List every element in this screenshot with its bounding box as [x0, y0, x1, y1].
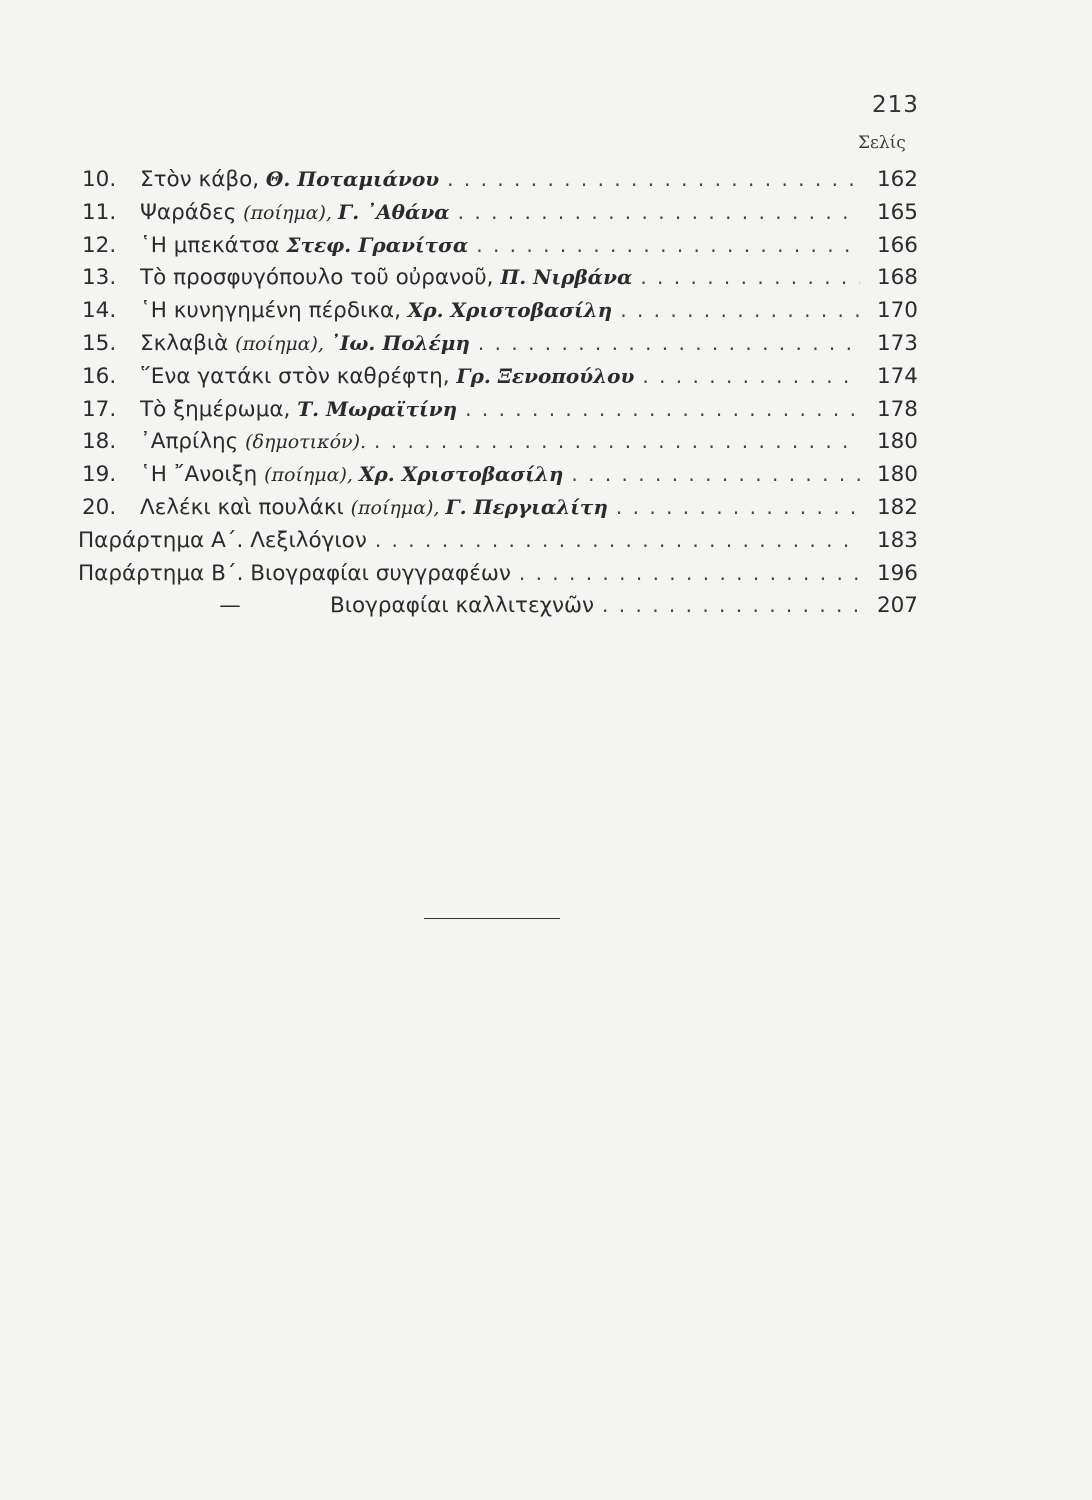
leader-dots: [616, 495, 860, 519]
entry-title-text: Στὸν κάβο,: [140, 167, 266, 192]
leader-dots: [476, 233, 860, 257]
entry-title-text: Λελέκι καὶ πουλάκι: [140, 494, 351, 520]
entry-author: Θ. Ποταμιάνου: [265, 167, 440, 191]
entry-author: Γ. Περγιαλίτη: [445, 494, 608, 519]
leader-dots: [640, 265, 860, 289]
entry-genre: (ποίημα),: [235, 332, 330, 355]
entry-title-text: ῾Η ῎Ανοιξη: [140, 462, 265, 488]
appendix-page: 196: [876, 560, 918, 586]
entry-page: 173: [876, 330, 918, 356]
entry-genre: (ποίημα),: [350, 496, 446, 519]
entry-author: Γρ. Ξενοπούλου: [456, 363, 635, 388]
entry-title: [140, 364, 634, 389]
entry-page: 174: [876, 363, 918, 389]
entry-page: 182: [876, 494, 918, 520]
entry-genre: (ποίημα),: [264, 464, 359, 487]
entry-author: Γ. ᾿Αθάνα: [338, 199, 450, 224]
entry-author: ᾿Ιω. Πολέμη: [330, 330, 470, 355]
entry-number: 20.: [82, 494, 117, 520]
leader-dots: [447, 167, 860, 191]
entry-page: 168: [876, 265, 918, 291]
toc-entry: [78, 265, 918, 298]
entry-title: [140, 265, 632, 290]
entry-title: [140, 331, 470, 356]
page-number: 213: [872, 92, 919, 118]
entry-title: [140, 298, 612, 323]
appendix-title: Παράρτημα Α΄. Λεξιλόγιον: [78, 527, 367, 553]
leader-dots: [519, 561, 860, 585]
entry-title: [140, 429, 366, 454]
toc-entry: [78, 167, 918, 200]
leader-dots: [375, 528, 860, 552]
leader-dots: [478, 331, 860, 355]
entry-title: [140, 167, 439, 192]
entry-number: 13.: [82, 265, 117, 291]
end-rule: [424, 918, 560, 919]
entry-author: Στεφ. Γρανίτσα: [286, 232, 469, 257]
leader-dots: [602, 593, 860, 617]
leader-dots: [620, 298, 860, 322]
toc-appendix-entry: [78, 593, 918, 626]
appendix-title: Παράρτημα Β΄. Βιογραφίαι συγγραφέων: [78, 560, 511, 586]
toc-entry: [78, 298, 918, 331]
ditto-dash: —: [219, 593, 241, 619]
entry-title: [140, 233, 468, 258]
toc-entry: [78, 495, 918, 528]
appendix-page: 207: [876, 593, 918, 619]
entry-title: [140, 200, 450, 225]
entry-number: 18.: [82, 429, 117, 455]
entry-title-text: ῞Ενα γατάκι στὸν καθρέφτη,: [140, 363, 457, 389]
entry-number: 15.: [82, 330, 117, 356]
leader-dots: [458, 200, 860, 224]
entry-author: Π. Νιρβάνα: [500, 265, 633, 290]
toc-entry: [78, 364, 918, 397]
toc-appendix-entry: [78, 561, 918, 594]
entry-page: 165: [876, 199, 918, 225]
table-of-contents: [78, 167, 918, 626]
entry-page: 170: [876, 298, 918, 324]
entry-number: 16.: [82, 363, 117, 389]
entry-title: [140, 397, 457, 422]
entry-page: 178: [876, 396, 918, 422]
entry-number: 11.: [82, 199, 117, 225]
leader-dots: [465, 397, 860, 421]
toc-entry: [78, 233, 918, 266]
entry-title-text: ῾Η μπεκάτσα: [140, 232, 287, 258]
entry-page: 162: [876, 167, 918, 192]
entry-number: 14.: [82, 298, 117, 324]
entry-page: 166: [876, 232, 918, 258]
leader-dots: [571, 462, 860, 486]
appendix-title: Βιογραφίαι καλλιτεχνῶν: [330, 593, 595, 619]
toc-entry: [78, 397, 918, 430]
entry-title-text: Σκλαβιὰ: [140, 330, 236, 356]
entry-title: [140, 462, 563, 487]
entry-author: Τ. Μωραϊτίνη: [297, 396, 458, 421]
entry-author: Χρ. Χριστοβασίλη: [358, 462, 564, 487]
appendix-page: 183: [876, 527, 918, 553]
entry-page: 180: [876, 429, 918, 455]
entry-genre: (ποίημα),: [243, 201, 338, 224]
toc-entry: [78, 429, 918, 462]
entry-title-text: ῾Η κυνηγημένη πέρδικα,: [140, 298, 408, 324]
entry-number: 12.: [82, 232, 117, 258]
toc-entry: [78, 200, 918, 233]
toc-appendix-entry: [78, 528, 918, 561]
entry-title-text: Τὸ προσφυγόπουλο τοῦ οὐρανοῦ,: [140, 265, 501, 291]
entry-title-text: ᾿Απρίλης: [140, 429, 246, 455]
leader-dots: [642, 364, 860, 388]
entry-number: 10.: [82, 167, 117, 192]
toc-entry: [78, 462, 918, 495]
entry-author: Χρ. Χριστοβασίλη: [407, 298, 613, 323]
leader-dots: [374, 429, 860, 453]
entry-title-text: Τὸ ξημέρωμα,: [140, 396, 298, 422]
entry-title-text: Ψαράδες: [140, 199, 244, 225]
entry-genre: (δημοτικόν).: [245, 431, 367, 454]
entry-number: 17.: [82, 396, 117, 422]
page-column-label: Σελίς: [858, 133, 906, 153]
entry-title: [140, 495, 608, 520]
entry-page: 180: [876, 462, 918, 488]
toc-entry: [78, 331, 918, 364]
entry-number: 19.: [82, 462, 117, 488]
